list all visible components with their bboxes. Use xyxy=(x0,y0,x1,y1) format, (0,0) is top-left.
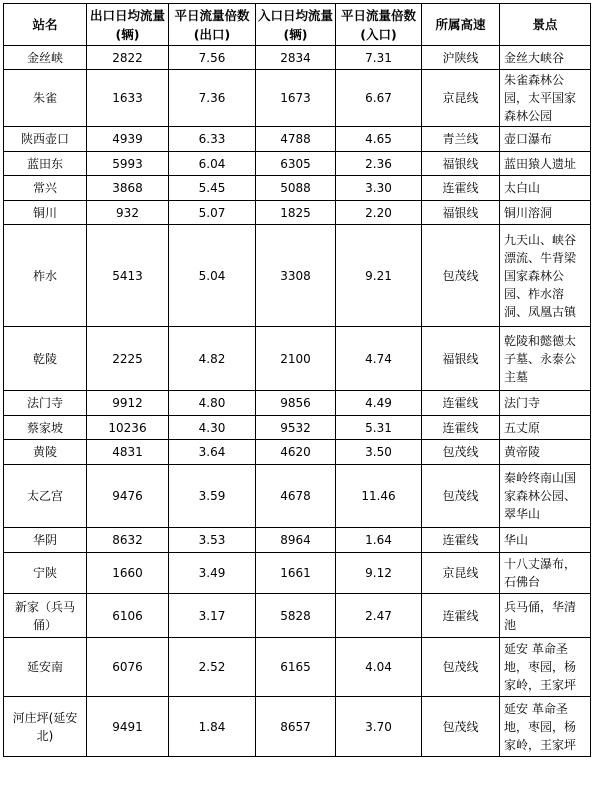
station-cell: 柞水 xyxy=(4,225,87,327)
station-cell: 朱雀 xyxy=(4,70,87,127)
header-row xyxy=(4,4,591,46)
highway-cell: 福银线 xyxy=(422,201,500,225)
table-row xyxy=(4,528,591,553)
scenic-cell: 乾陵和懿德太子墓、永泰公主墓 xyxy=(500,327,591,391)
scenic-cell: 太白山 xyxy=(500,176,591,201)
in-flow-cell: 6305 xyxy=(256,152,336,176)
in-mult-cell: 4.74 xyxy=(336,327,422,391)
station-cell: 金丝峡 xyxy=(4,46,87,70)
in-flow-cell: 4678 xyxy=(256,465,336,528)
in-mult-cell: 2.36 xyxy=(336,152,422,176)
table-row xyxy=(4,127,591,152)
highway-cell: 连霍线 xyxy=(422,391,500,416)
out-flow-cell: 1660 xyxy=(87,553,169,594)
table-row xyxy=(4,176,591,201)
in-flow-cell: 1661 xyxy=(256,553,336,594)
scenic-cell: 铜川溶洞 xyxy=(500,201,591,225)
table-row xyxy=(4,465,591,528)
out-flow-cell: 6106 xyxy=(87,594,169,638)
header-out-flow: 出口日均流量(辆) xyxy=(87,4,169,46)
in-mult-cell: 3.30 xyxy=(336,176,422,201)
table-row xyxy=(4,697,591,757)
highway-cell: 沪陕线 xyxy=(422,46,500,70)
scenic-cell: 兵马俑，华清池 xyxy=(500,594,591,638)
scenic-cell: 华山 xyxy=(500,528,591,553)
out-mult-cell: 3.17 xyxy=(169,594,256,638)
out-mult-cell: 3.53 xyxy=(169,528,256,553)
out-mult-cell: 4.82 xyxy=(169,327,256,391)
station-cell: 新家（兵马俑） xyxy=(4,594,87,638)
table-row xyxy=(4,594,591,638)
station-cell: 黄陵 xyxy=(4,440,87,465)
table-row xyxy=(4,553,591,594)
in-mult-cell: 4.65 xyxy=(336,127,422,152)
highway-cell: 连霍线 xyxy=(422,594,500,638)
out-flow-cell: 2225 xyxy=(87,327,169,391)
in-mult-cell: 2.20 xyxy=(336,201,422,225)
in-mult-cell: 5.31 xyxy=(336,416,422,440)
header-in-flow: 入口日均流量(辆) xyxy=(256,4,336,46)
table-row xyxy=(4,225,591,327)
station-cell: 法门寺 xyxy=(4,391,87,416)
out-flow-cell: 4831 xyxy=(87,440,169,465)
scenic-cell: 壶口瀑布 xyxy=(500,127,591,152)
scenic-cell: 朱雀森林公园，太平国家森林公园 xyxy=(500,70,591,127)
in-mult-cell: 7.31 xyxy=(336,46,422,70)
table-row xyxy=(4,327,591,391)
in-flow-cell: 6165 xyxy=(256,638,336,697)
out-mult-cell: 6.04 xyxy=(169,152,256,176)
in-flow-cell: 9532 xyxy=(256,416,336,440)
header-in-mult: 平日流量倍数(入口) xyxy=(336,4,422,46)
in-flow-cell: 4788 xyxy=(256,127,336,152)
out-mult-cell: 3.59 xyxy=(169,465,256,528)
station-cell: 太乙宫 xyxy=(4,465,87,528)
station-cell: 宁陕 xyxy=(4,553,87,594)
in-mult-cell: 1.64 xyxy=(336,528,422,553)
out-flow-cell: 6076 xyxy=(87,638,169,697)
station-cell: 华阴 xyxy=(4,528,87,553)
table-row xyxy=(4,70,591,127)
highway-cell: 连霍线 xyxy=(422,416,500,440)
in-mult-cell: 9.21 xyxy=(336,225,422,327)
in-flow-cell: 1825 xyxy=(256,201,336,225)
station-cell: 蓝田东 xyxy=(4,152,87,176)
highway-cell: 青兰线 xyxy=(422,127,500,152)
out-mult-cell: 3.49 xyxy=(169,553,256,594)
out-mult-cell: 4.30 xyxy=(169,416,256,440)
out-mult-cell: 4.80 xyxy=(169,391,256,416)
in-mult-cell: 6.67 xyxy=(336,70,422,127)
highway-cell: 福银线 xyxy=(422,152,500,176)
scenic-cell: 延安 革命圣地，枣园，杨家岭，王家坪 xyxy=(500,638,591,697)
out-mult-cell: 5.45 xyxy=(169,176,256,201)
out-mult-cell: 2.52 xyxy=(169,638,256,697)
scenic-cell: 法门寺 xyxy=(500,391,591,416)
in-mult-cell: 2.47 xyxy=(336,594,422,638)
header-out-mult: 平日流量倍数(出口) xyxy=(169,4,256,46)
out-flow-cell: 5413 xyxy=(87,225,169,327)
out-flow-cell: 8632 xyxy=(87,528,169,553)
out-mult-cell: 7.56 xyxy=(169,46,256,70)
in-flow-cell: 1673 xyxy=(256,70,336,127)
out-flow-cell: 9912 xyxy=(87,391,169,416)
header-highway: 所属高速 xyxy=(422,4,500,46)
station-cell: 延安南 xyxy=(4,638,87,697)
header-scenic: 景点 xyxy=(500,4,591,46)
in-mult-cell: 3.50 xyxy=(336,440,422,465)
in-flow-cell: 5828 xyxy=(256,594,336,638)
out-mult-cell: 3.64 xyxy=(169,440,256,465)
out-flow-cell: 2822 xyxy=(87,46,169,70)
out-flow-cell: 9476 xyxy=(87,465,169,528)
scenic-cell: 延安 革命圣地，枣园，杨家岭，王家坪 xyxy=(500,697,591,757)
station-cell: 陕西壶口 xyxy=(4,127,87,152)
out-flow-cell: 932 xyxy=(87,201,169,225)
scenic-cell: 蓝田猿人遗址 xyxy=(500,152,591,176)
scenic-cell: 金丝大峡谷 xyxy=(500,46,591,70)
in-flow-cell: 8657 xyxy=(256,697,336,757)
out-mult-cell: 1.84 xyxy=(169,697,256,757)
scenic-cell: 十八丈瀑布，石佛台 xyxy=(500,553,591,594)
out-mult-cell: 6.33 xyxy=(169,127,256,152)
table-row xyxy=(4,201,591,225)
station-cell: 乾陵 xyxy=(4,327,87,391)
in-flow-cell: 4620 xyxy=(256,440,336,465)
in-flow-cell: 2834 xyxy=(256,46,336,70)
station-cell: 河庄坪(延安北) xyxy=(4,697,87,757)
highway-cell: 京昆线 xyxy=(422,553,500,594)
in-flow-cell: 9856 xyxy=(256,391,336,416)
out-mult-cell: 5.04 xyxy=(169,225,256,327)
in-mult-cell: 9.12 xyxy=(336,553,422,594)
table-row xyxy=(4,638,591,697)
scenic-cell: 五丈原 xyxy=(500,416,591,440)
out-flow-cell: 9491 xyxy=(87,697,169,757)
out-mult-cell: 7.36 xyxy=(169,70,256,127)
station-cell: 铜川 xyxy=(4,201,87,225)
highway-cell: 京昆线 xyxy=(422,70,500,127)
scenic-cell: 九天山、峡谷漂流、牛背梁国家森林公园、柞水溶洞、凤凰古镇 xyxy=(500,225,591,327)
in-flow-cell: 8964 xyxy=(256,528,336,553)
in-flow-cell: 5088 xyxy=(256,176,336,201)
table-row xyxy=(4,46,591,70)
station-cell: 常兴 xyxy=(4,176,87,201)
header-station: 站名 xyxy=(4,4,87,46)
highway-cell: 包茂线 xyxy=(422,697,500,757)
in-mult-cell: 4.04 xyxy=(336,638,422,697)
highway-cell: 包茂线 xyxy=(422,225,500,327)
table-row xyxy=(4,152,591,176)
table-row xyxy=(4,440,591,465)
in-mult-cell: 3.70 xyxy=(336,697,422,757)
in-flow-cell: 2100 xyxy=(256,327,336,391)
in-mult-cell: 4.49 xyxy=(336,391,422,416)
highway-cell: 福银线 xyxy=(422,327,500,391)
table-row xyxy=(4,416,591,440)
highway-cell: 包茂线 xyxy=(422,638,500,697)
highway-cell: 包茂线 xyxy=(422,465,500,528)
table-row xyxy=(4,391,591,416)
highway-cell: 包茂线 xyxy=(422,440,500,465)
highway-cell: 连霍线 xyxy=(422,176,500,201)
traffic-table xyxy=(3,3,591,757)
in-mult-cell: 11.46 xyxy=(336,465,422,528)
table-body xyxy=(4,46,591,757)
scenic-cell: 秦岭终南山国家森林公园、翠华山 xyxy=(500,465,591,528)
out-flow-cell: 5993 xyxy=(87,152,169,176)
out-mult-cell: 5.07 xyxy=(169,201,256,225)
out-flow-cell: 4939 xyxy=(87,127,169,152)
scenic-cell: 黄帝陵 xyxy=(500,440,591,465)
highway-cell: 连霍线 xyxy=(422,528,500,553)
in-flow-cell: 3308 xyxy=(256,225,336,327)
out-flow-cell: 1633 xyxy=(87,70,169,127)
station-cell: 蔡家坡 xyxy=(4,416,87,440)
out-flow-cell: 3868 xyxy=(87,176,169,201)
table-container xyxy=(3,3,591,757)
out-flow-cell: 10236 xyxy=(87,416,169,440)
